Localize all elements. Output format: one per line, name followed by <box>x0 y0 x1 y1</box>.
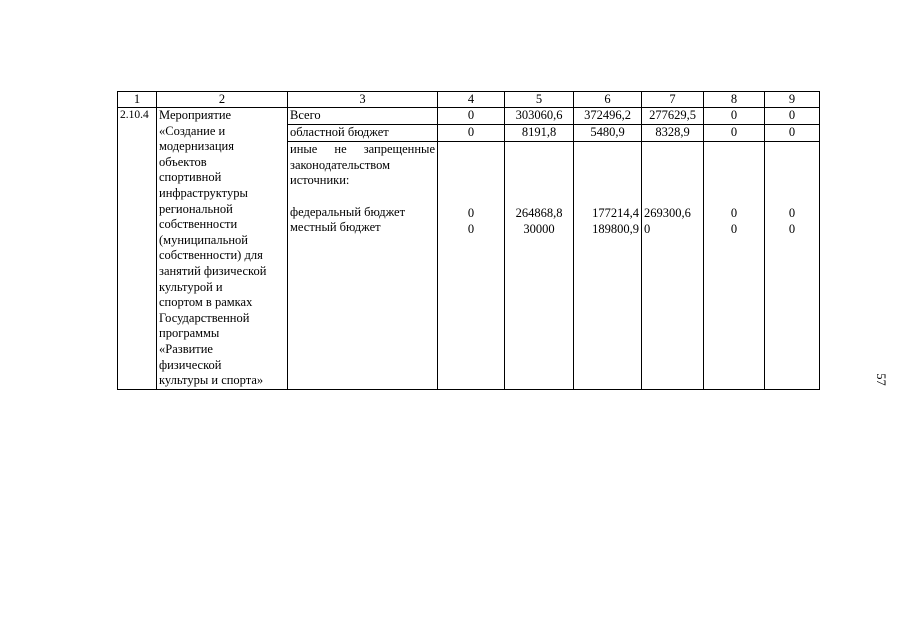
regional-value-col4: 0 <box>438 125 505 142</box>
source-total-label: Всего <box>288 108 438 125</box>
other-values-col6 <box>574 142 642 390</box>
description-line: программы <box>159 326 220 341</box>
header-cell-4: 4 <box>438 92 505 108</box>
regional-value-col7: 8328,9 <box>642 125 704 142</box>
table-row-total <box>118 108 820 125</box>
federal-value-col4: 0 <box>467 206 475 220</box>
other-values-col9 <box>765 142 820 390</box>
description-line: собственности) для <box>159 248 263 263</box>
other-sources-line: иные не запрещенные <box>290 142 435 156</box>
local-value-col8: 0 <box>730 221 738 236</box>
other-values-col5 <box>505 142 574 390</box>
other-sources-line: законодательством <box>290 157 391 172</box>
total-value-col7: 277629,5 <box>642 108 704 125</box>
page-number: 57 <box>873 373 888 386</box>
activity-code: 2.10.4 <box>118 108 157 390</box>
other-values-col8 <box>704 142 765 390</box>
header-cell-1: 1 <box>118 92 157 108</box>
description-line: объектов <box>159 154 207 169</box>
description-line: «Развитие <box>159 341 213 356</box>
header-row <box>118 92 820 108</box>
description-line: культуры и спорта» <box>159 373 264 388</box>
description-line: спортом в рамках <box>159 295 253 310</box>
other-sources-line: источники: <box>290 173 350 188</box>
header-cell-3: 3 <box>288 92 438 108</box>
activity-description <box>157 108 288 390</box>
header-cell-9: 9 <box>765 92 820 108</box>
federal-value-col6: 177214,4 <box>592 206 639 220</box>
regional-value-col5: 8191,8 <box>505 125 574 142</box>
local-value-col4: 0 <box>467 221 475 236</box>
description-line: занятий физической <box>159 263 267 278</box>
local-value-col9: 0 <box>788 221 796 236</box>
federal-budget-label: федеральный бюджет <box>290 204 406 219</box>
local-value-col7: 0 <box>644 221 651 236</box>
description-line: инфраструктуры <box>159 185 248 200</box>
regional-value-col6: 5480,9 <box>574 125 642 142</box>
federal-value-col9: 0 <box>788 206 796 220</box>
description-line: физической <box>159 357 222 372</box>
federal-value-col7: 269300,6 <box>644 206 691 220</box>
source-other-label <box>288 142 438 390</box>
total-value-col6: 372496,2 <box>574 108 642 125</box>
budget-table <box>117 91 820 390</box>
federal-value-col5: 264868,8 <box>515 206 563 220</box>
description-line: Государственной <box>159 310 250 325</box>
description-line: культурой и <box>159 279 223 294</box>
source-regional-label: областной бюджет <box>288 125 438 142</box>
description-line: собственности <box>159 217 238 232</box>
header-cell-5: 5 <box>505 92 574 108</box>
description-line: региональной <box>159 201 233 216</box>
header-cell-7: 7 <box>642 92 704 108</box>
description-line: «Создание и <box>159 123 226 138</box>
description-line: (муниципальной <box>159 232 248 247</box>
header-cell-8: 8 <box>704 92 765 108</box>
other-values-col4 <box>438 142 505 390</box>
description-line: Мероприятие <box>159 108 232 122</box>
federal-value-col8: 0 <box>730 206 738 220</box>
total-value-col8: 0 <box>704 108 765 125</box>
description-line: спортивной <box>159 170 222 185</box>
total-value-col5: 303060,6 <box>505 108 574 125</box>
header-cell-2: 2 <box>157 92 288 108</box>
regional-value-col9: 0 <box>765 125 820 142</box>
regional-value-col8: 0 <box>704 125 765 142</box>
header-cell-6: 6 <box>574 92 642 108</box>
local-budget-label: местный бюджет <box>290 220 381 235</box>
local-value-col6: 189800,9 <box>592 221 639 236</box>
description-line: модернизация <box>159 139 234 154</box>
total-value-col4: 0 <box>438 108 505 125</box>
total-value-col9: 0 <box>765 108 820 125</box>
local-value-col5: 30000 <box>523 221 555 236</box>
other-values-col7 <box>642 142 704 390</box>
